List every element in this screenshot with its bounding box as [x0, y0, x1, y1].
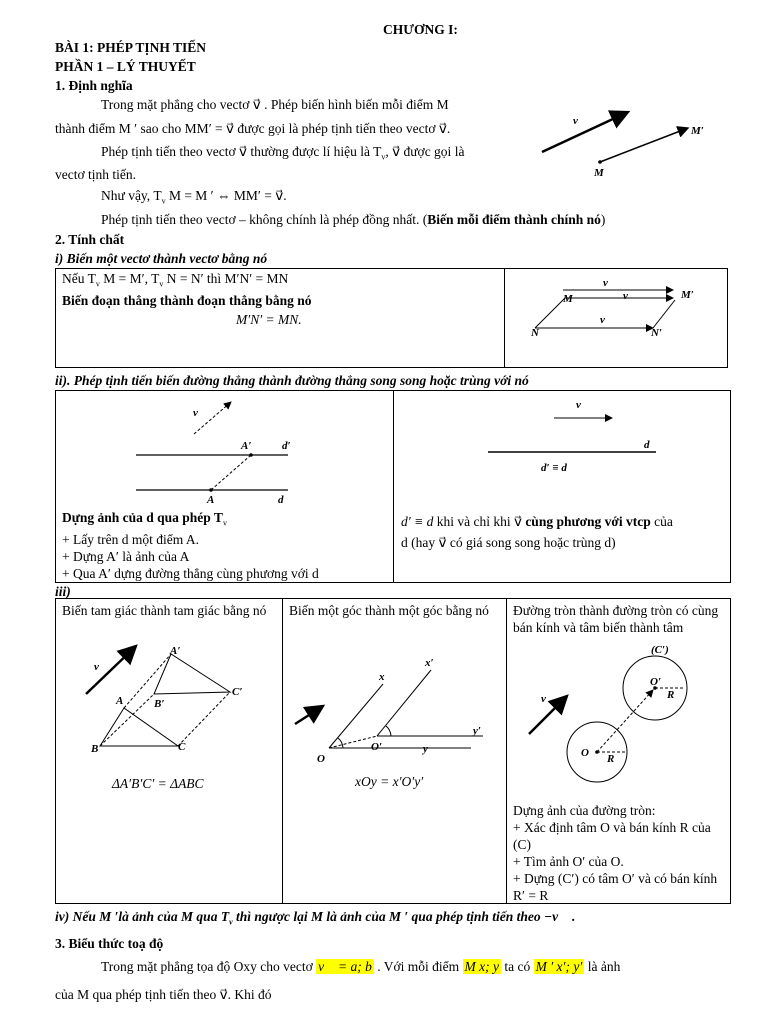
svg-text:C′: C′ — [232, 686, 243, 698]
svg-text:v⃗: v⃗ — [541, 693, 555, 705]
iii-angle-eq: xOy = x′O′y′ — [355, 774, 424, 789]
iii-triangle-eq: ΔA′B′C′ = ΔABC — [112, 776, 204, 791]
iii-triangle-text: Biến tam giác thành tam giác bằng nó — [62, 603, 267, 618]
property-i-title: i) Biến một vectơ thành vectơ bằng nó — [55, 251, 268, 266]
point-Mprime-highlight: M ′ x′; y′ — [535, 959, 583, 974]
ii-right-line-2: d (hay v⃗ có giá song song hoặc trùng d) — [401, 535, 616, 550]
iii-circle-text: Đường tròn thành đường tròn có cùng bán kính và tâm biến thành tâm — [513, 603, 719, 635]
vector-parallelogram-figure — [505, 270, 727, 366]
iii-circle-steps: Dựng ảnh của đường tròn: + Xác định tâm O và bán kính R của (C) + Tìm ảnh O′ của O. + Dựng (C′) có tâm O′ và có bán kính R′ = R — [513, 803, 718, 903]
circle-translation-figure — [507, 640, 730, 780]
def-fig-M-label: M — [594, 167, 604, 179]
svg-text:v⃗: v⃗ — [576, 399, 590, 411]
fig-ii-A: A — [207, 494, 215, 506]
svg-text:v⃗: v⃗ — [94, 661, 108, 673]
ii-right-line-1: d′ ≡ d khi và chỉ khi v⃗ cùng phương với vtcp của — [401, 514, 673, 529]
vector-highlight: v⃗ = a; b — [318, 959, 372, 974]
svg-text:(C′): (C′) — [651, 644, 669, 656]
fig-ii-right-d: d — [644, 439, 650, 451]
fig-ii-dprime: d′ — [282, 440, 291, 452]
chapter-heading: CHƯƠNG I: — [383, 22, 458, 37]
fig-i-Nprime: N′ — [651, 327, 663, 339]
svg-text:x: x — [379, 671, 385, 683]
svg-text:v⃗: v⃗ — [623, 290, 637, 302]
section-3-title: 3. Biểu thức toạ độ — [55, 936, 164, 951]
fig-ii-right-eq: d′ ≡ d — [541, 462, 567, 474]
ii-left-caption: Dựng ảnh của d qua phép $T_v$ — [62, 510, 227, 528]
svg-text:A: A — [116, 695, 124, 707]
iii-angle-text: Biến một góc thành một góc bằng nó — [289, 603, 489, 618]
notation-line: Phép tịnh tiến theo vectơ v⃗ thường được lí hiệu là $T_v$, v⃗ được gọi là — [101, 144, 465, 162]
notation-line-2: vectơ tịnh tiến. — [55, 167, 136, 182]
consequence-line: Như vậy, $T_v$ M = M ′ ⇔ MM′ = v⃗. — [101, 188, 287, 206]
svg-text:B′: B′ — [154, 698, 165, 710]
svg-text:O: O — [581, 747, 589, 759]
svg-text:O: O — [317, 753, 325, 765]
svg-text:x′: x′ — [425, 657, 434, 669]
section-2-title: 2. Tính chất — [55, 232, 125, 247]
definition-figure — [530, 100, 720, 190]
ii-left-step-2: + Dựng A′ là ảnh của A — [62, 549, 190, 564]
property-iii-title: iii) — [55, 584, 71, 599]
ii-left-step-3: + Qua A′ dựng đường thẳng cùng phương với d — [62, 566, 319, 581]
identity-line: Phép tịnh tiến theo vectơ – không chính là phép đồng nhất. (Biến mỗi điểm thành chính nó) — [101, 212, 606, 227]
point-M-highlight: M x; y — [464, 959, 499, 974]
definition-line-2: thành điểm M ′ sao cho MM′ = v⃗ được gọi là phép tịnh tiến theo vectơ v⃗. — [55, 121, 451, 136]
svg-text:B: B — [91, 743, 99, 755]
def-fig-v-label: v⃗ — [573, 115, 587, 127]
ii-left-step-1: + Lấy trên d một điểm A. — [62, 532, 199, 547]
coord-line-2: của M qua phép tịnh tiến theo v⃗. Khi đó — [55, 987, 272, 1002]
property-ii-title: ii). Phép tịnh tiến biến đường thẳng thành đường thẳng song song hoặc trùng với nó — [55, 373, 529, 388]
svg-text:R: R — [667, 689, 675, 701]
fig-i-M: M — [563, 293, 573, 305]
svg-text:O′: O′ — [650, 676, 662, 688]
coincident-line-figure — [394, 392, 730, 482]
line-translation-figure — [56, 392, 392, 507]
fig-ii-Aprime: A′ — [241, 440, 252, 452]
svg-text:v⃗: v⃗ — [311, 703, 325, 715]
property-i-line-3: M′N′ = MN. — [236, 312, 302, 327]
fig-ii-d: d — [278, 494, 284, 506]
def-fig-Mprime-label: M′ — [691, 125, 704, 137]
svg-text:y′: y′ — [473, 725, 481, 737]
property-iv: iv) Nếu M ′là ảnh của M qua $T_v$ thì ngược lại M là ảnh của M ′ qua phép tịnh tiến theo −v⃗ . — [55, 909, 576, 927]
svg-text:R: R — [607, 753, 615, 765]
angle-translation-figure — [283, 650, 505, 770]
property-i-line-1: Nếu $T_v$ M = M′, $T_v$ N = N′ thì M′N′ = MN — [62, 271, 289, 289]
svg-text:O′: O′ — [371, 741, 383, 753]
fig-i-N: N — [531, 327, 539, 339]
section-1-title: 1. Định nghĩa — [55, 78, 133, 93]
coord-line-1: Trong mặt phẳng tọa độ Oxy cho vectơ v⃗ = a; b . Với mỗi điểm M x; y ta có M ′ x′; y′ là ảnh — [101, 959, 621, 974]
definition-line-1: Trong mặt phẳng cho vectơ v⃗ . Phép biến hình biến mỗi điểm M — [101, 97, 449, 112]
svg-text:v⃗: v⃗ — [603, 277, 617, 289]
part-heading: PHẦN 1 – LÝ THUYẾT — [55, 59, 196, 74]
svg-text:C: C — [178, 741, 186, 753]
svg-text:y: y — [423, 743, 428, 755]
lesson-heading: BÀI 1: PHÉP TỊNH TIẾN — [55, 40, 207, 55]
svg-text:A′: A′ — [170, 645, 181, 657]
svg-text:v⃗: v⃗ — [193, 407, 207, 419]
property-i-line-2: Biến đoạn thẳng thành đoạn thẳng bằng nó — [62, 293, 312, 308]
fig-i-Mprime: M′ — [681, 289, 694, 301]
svg-text:v⃗: v⃗ — [600, 314, 614, 326]
